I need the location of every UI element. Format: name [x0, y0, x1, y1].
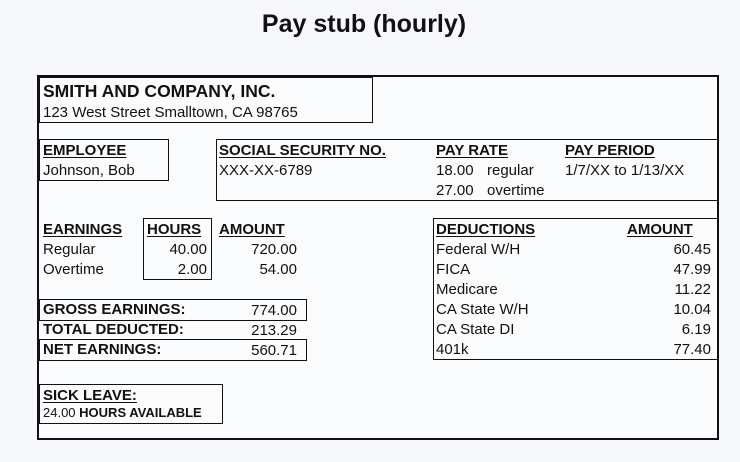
gross-earnings-label: GROSS EARNINGS: [43, 301, 186, 318]
sick-leave-hours-label: HOURS AVAILABLE [79, 405, 202, 420]
deduction-row-amount: 10.04 [673, 301, 711, 318]
earnings-row-hours: 2.00 [177, 261, 207, 278]
regular-rate: 18.00 [436, 162, 474, 179]
overtime-rate: 27.00 [436, 182, 474, 199]
earnings-row-name: Regular [43, 241, 96, 258]
deduction-row-name: CA State W/H [436, 301, 529, 318]
page-title: Pay stub (hourly) [261, 10, 467, 38]
ssn-value: XXX-XX-6789 [219, 162, 313, 179]
deduction-row-name: CA State DI [436, 321, 515, 338]
total-deducted-value: 213.29 [251, 322, 297, 339]
deductions-label: DEDUCTIONS [436, 221, 536, 238]
earnings-label: EARNINGS [43, 221, 123, 238]
deduction-row-name: Federal W/H [436, 241, 521, 258]
earnings-row-name: Overtime [43, 261, 104, 278]
earnings-amount-label: AMOUNT [219, 221, 285, 238]
gross-earnings-value: 774.00 [251, 302, 297, 319]
sick-leave-hours [43, 405, 202, 420]
earnings-row-hours: 40.00 [169, 241, 207, 258]
hours-label: HOURS [147, 221, 202, 238]
employee-name: Johnson, Bob [43, 162, 135, 179]
net-earnings-value: 560.71 [251, 342, 297, 359]
pay-rate-label: PAY RATE [436, 142, 508, 159]
deduction-row-amount: 11.22 [674, 281, 711, 298]
deduction-row-name: 401k [436, 341, 469, 358]
ssn-label: SOCIAL SECURITY NO. [219, 142, 386, 159]
pay-period-label: PAY PERIOD [565, 142, 655, 159]
employee-label: EMPLOYEE [43, 142, 127, 159]
deduction-row-amount: 77.40 [673, 341, 711, 358]
sick-leave-hours-value: 24.00 [43, 405, 76, 420]
deduction-row-amount: 60.45 [673, 241, 711, 258]
deduction-row-name: Medicare [436, 281, 498, 298]
deductions-amount-label: AMOUNT [627, 221, 693, 238]
deduction-row-name: FICA [436, 261, 471, 278]
sick-leave-label: SICK LEAVE: [43, 387, 137, 404]
company-address: 123 West Street Smalltown, CA 98765 [43, 104, 298, 121]
company-name: SMITH AND COMPANY, INC. [43, 81, 276, 101]
total-deducted-label: TOTAL DEDUCTED: [43, 321, 184, 338]
deduction-row-amount: 6.19 [681, 321, 711, 338]
deduction-row-amount: 47.99 [673, 261, 711, 278]
earnings-row-amount: 54.00 [259, 261, 297, 278]
net-earnings-label: NET EARNINGS: [43, 341, 162, 358]
regular-rate-label: regular [487, 162, 534, 179]
overtime-rate-label: overtime [487, 182, 545, 199]
pay-stub-form [37, 75, 719, 440]
earnings-row-amount: 720.00 [251, 241, 297, 258]
pay-period-value: 1/7/XX to 1/13/XX [565, 162, 685, 179]
